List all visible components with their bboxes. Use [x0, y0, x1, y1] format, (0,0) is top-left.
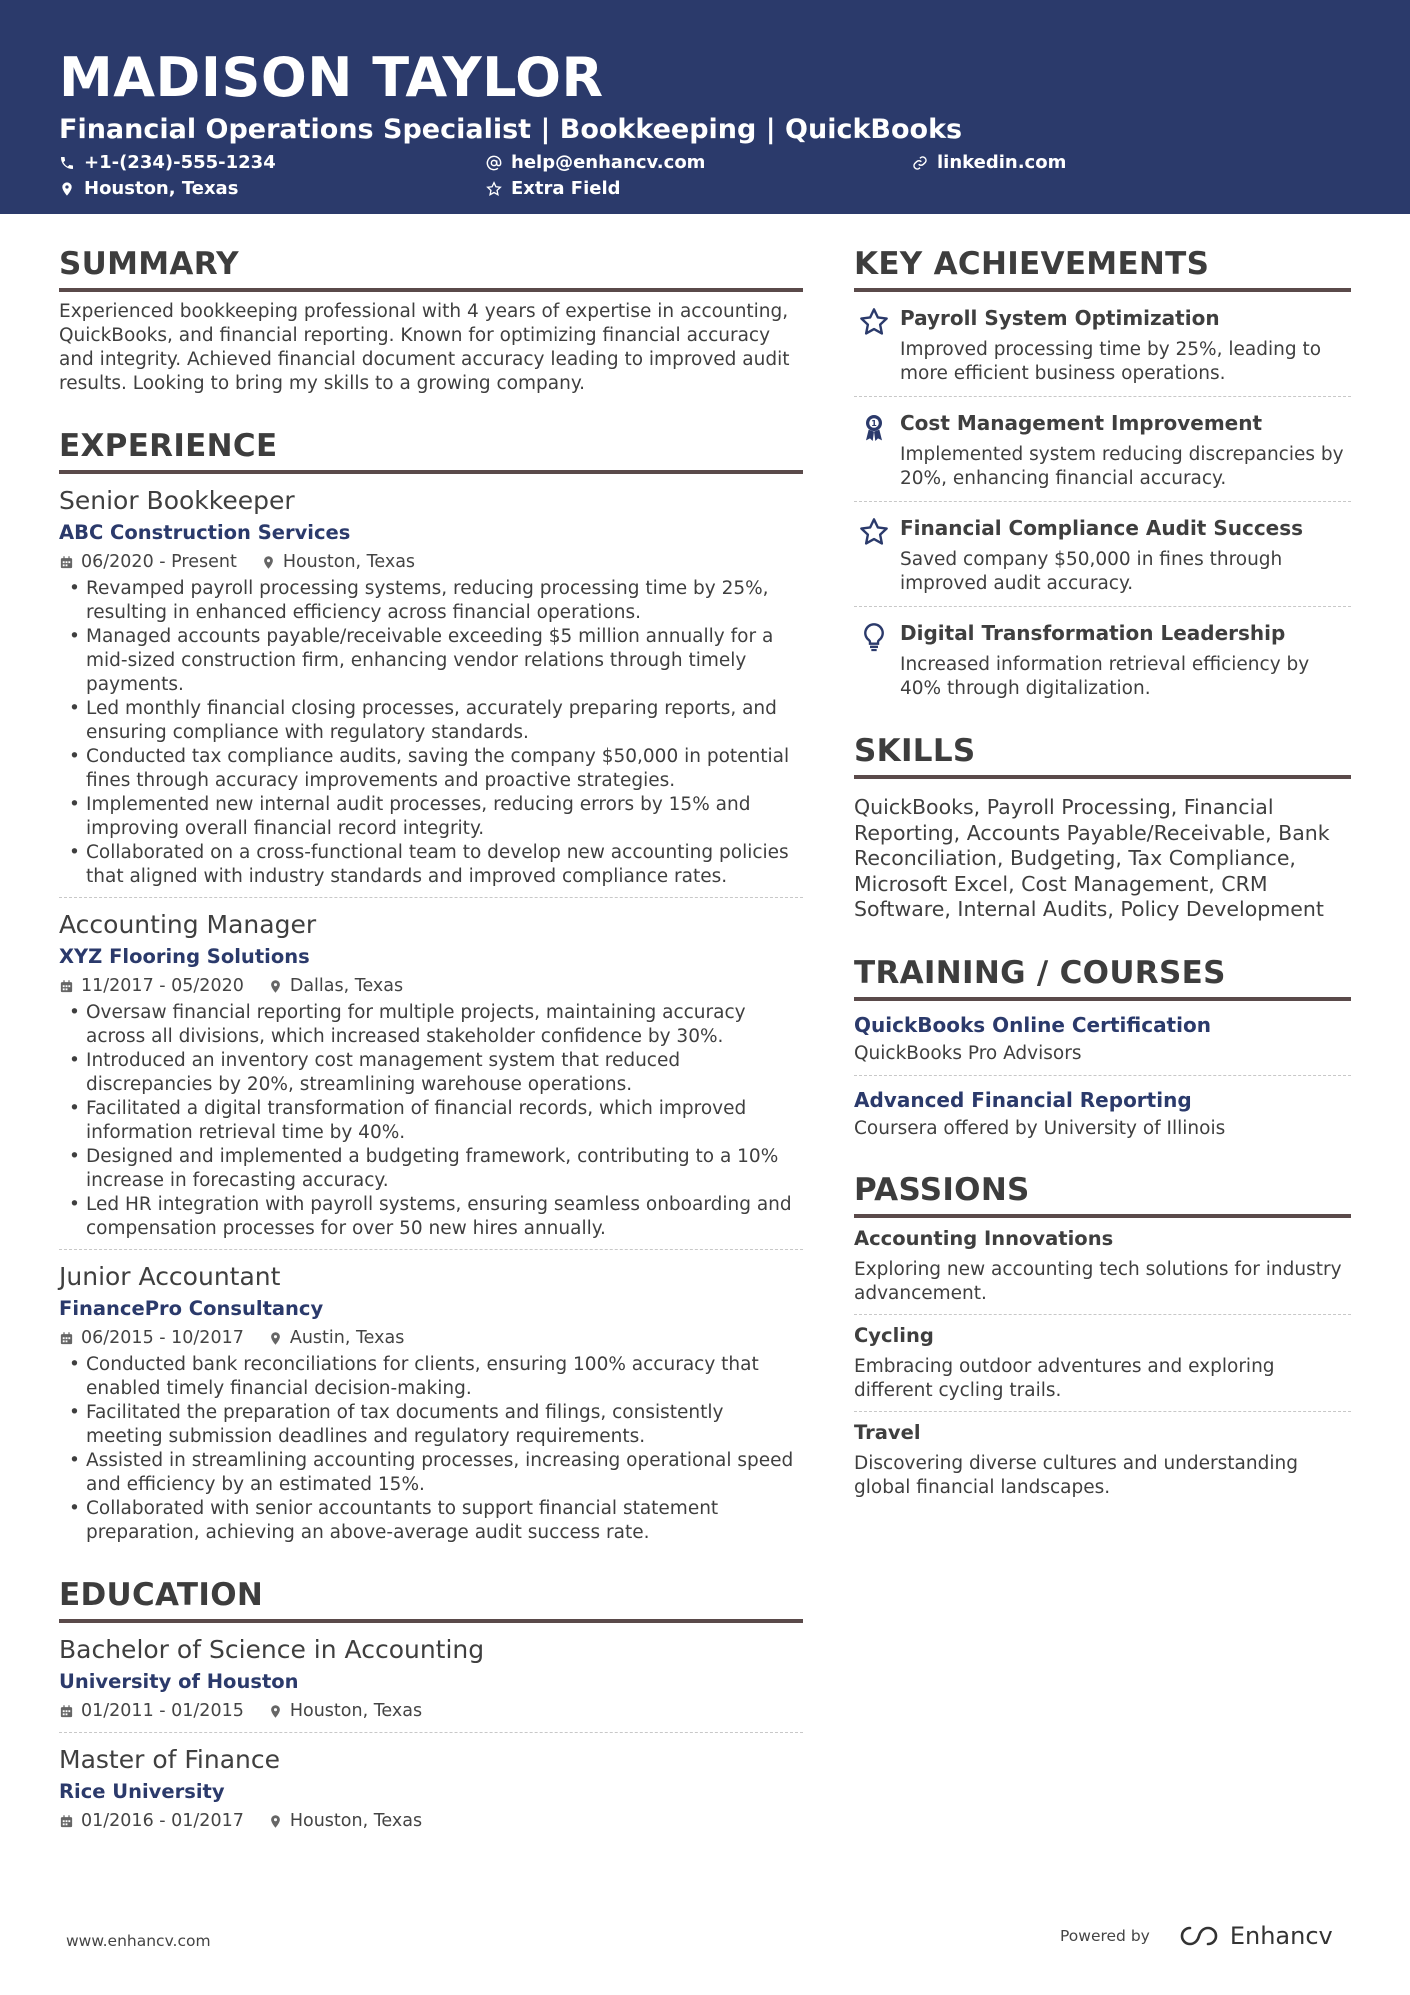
- education-location: [268, 1808, 422, 1834]
- contact-linkedin[interactable]: [912, 152, 1066, 173]
- degree: Bachelor of Science in Accounting: [59, 1635, 485, 1664]
- job-bullet: • Facilitated a digital transformation of financial records, which improved information retrieval time by 40%.: [59, 1097, 803, 1145]
- candidate-name: MADISON TAYLOR: [59, 46, 604, 109]
- education-location: [268, 1698, 422, 1724]
- job-location: [268, 1325, 405, 1351]
- enhancv-logo-icon: [1176, 1923, 1222, 1949]
- experience-entry: [59, 1250, 803, 1553]
- passions-heading: PASSIONS: [854, 1170, 1351, 1218]
- achievement-item: [854, 502, 1351, 607]
- education-entry: [59, 1623, 803, 1733]
- achievement-title: Payroll System Optimization: [900, 306, 1220, 330]
- job-role: Junior Accountant: [59, 1262, 281, 1291]
- job-bullets: [59, 1353, 803, 1545]
- footer-website[interactable]: www.enhancv.com: [66, 1932, 211, 1950]
- job-meta: [59, 549, 803, 575]
- education-dates-text: 01/2016 - 01/2017: [81, 1811, 244, 1831]
- job-meta: [59, 973, 803, 999]
- calendar-icon: [59, 1704, 74, 1719]
- award-ribbon-icon: [854, 409, 900, 491]
- education-location-text: Houston, Texas: [289, 1701, 423, 1721]
- passion-item: [854, 1218, 1351, 1315]
- job-bullets: [59, 577, 803, 889]
- left-column: [59, 244, 803, 1862]
- job-dates-text: 11/2017 - 05/2020: [81, 976, 244, 996]
- job-dates: [59, 973, 244, 999]
- school: University of Houston: [59, 1670, 299, 1693]
- course-title: QuickBooks Online Certification: [854, 1012, 1211, 1037]
- achievement-title: Financial Compliance Audit Success: [900, 516, 1304, 540]
- education-location-text: Houston, Texas: [289, 1811, 423, 1831]
- job-meta: [59, 1325, 803, 1351]
- achievement-item: [854, 607, 1351, 711]
- job-bullet: • Revamped payroll processing systems, reducing processing time by 25%, resulting in enhanced efficiency across financial operations.: [59, 577, 803, 625]
- skills-text: QuickBooks, Payroll Processing, Financial Reporting, Accounts Payable/Receivable, Bank Reconciliation, Budgeting, Tax Compliance, Microsoft Excel, Cost Management, CRM Software, Internal Audits, Policy Development: [854, 795, 1330, 921]
- at-sign-icon: [486, 155, 502, 171]
- job-dates-text: 06/2020 - Present: [81, 552, 237, 572]
- achievement-desc: Implemented system reducing discrepancies by 20%, enhancing financial accuracy.: [900, 444, 1344, 489]
- education-meta: [59, 1808, 803, 1834]
- calendar-icon: [59, 1814, 74, 1829]
- calendar-icon: [59, 555, 74, 570]
- job-bullet: • Assisted in streamlining accounting processes, increasing operational speed and efficiency by an estimated 15%.: [59, 1449, 803, 1497]
- job-bullet: • Collaborated with senior accountants to support financial statement preparation, achieving an above-average audit success rate.: [59, 1497, 803, 1545]
- contact-extra: [486, 178, 621, 199]
- achievement-desc: Improved processing time by 25%, leading to more efficient business operations.: [900, 339, 1322, 384]
- svg-text:1: 1: [871, 419, 877, 429]
- passion-title: Cycling: [854, 1323, 934, 1347]
- education-dates: [59, 1698, 244, 1724]
- linkedin-text: linkedin.com: [937, 152, 1067, 173]
- job-bullet: • Led monthly financial closing processes, accurately preparing reports, and ensuring compliance with regulatory standards.: [59, 697, 803, 745]
- job-location: [268, 973, 403, 999]
- achievement-title: Cost Management Improvement: [900, 411, 1263, 435]
- location-pin-icon: [268, 1331, 283, 1346]
- experience-entry: [59, 474, 803, 898]
- education-dates-text: 01/2011 - 01/2015: [81, 1701, 244, 1721]
- candidate-title: Financial Operations Specialist | Bookkeeping | QuickBooks: [59, 114, 963, 145]
- star-icon: [854, 514, 900, 596]
- job-bullets: [59, 1001, 803, 1241]
- achievements-heading: KEY ACHIEVEMENTS: [854, 244, 1351, 292]
- job-company: ABC Construction Services: [59, 521, 351, 544]
- location-pin-icon: [268, 979, 283, 994]
- email-text: help@enhancv.com: [511, 152, 706, 173]
- job-role: Senior Bookkeeper: [59, 486, 295, 515]
- course-item: [854, 1076, 1351, 1150]
- contact-info: [59, 152, 1351, 212]
- extra-field-text: Extra Field: [511, 178, 621, 199]
- location-pin-icon: [59, 181, 75, 197]
- training-section: [854, 953, 1351, 1150]
- calendar-icon: [59, 1331, 74, 1346]
- job-bullet: • Conducted bank reconciliations for clients, ensuring 100% accuracy that enabled timely financial decision-making.: [59, 1353, 803, 1401]
- passion-desc: Exploring new accounting tech solutions for industry advancement.: [854, 1258, 1342, 1304]
- location-pin-icon: [268, 1704, 283, 1719]
- job-dates: [59, 1325, 244, 1351]
- enhancv-logo: [1176, 1922, 1333, 1950]
- passion-title: Accounting Innovations: [854, 1226, 1114, 1250]
- achievement-desc: Increased information retrieval efficiency by 40% through digitalization.: [900, 654, 1310, 699]
- job-location: [261, 549, 415, 575]
- experience-section: [59, 426, 803, 1553]
- job-dates: [59, 549, 237, 575]
- passions-section: [854, 1170, 1351, 1508]
- job-location-text: Houston, Texas: [282, 552, 416, 572]
- course-title: Advanced Financial Reporting: [854, 1087, 1192, 1112]
- education-meta: [59, 1698, 803, 1724]
- summary-text: Experienced bookkeeping professional with 4 years of expertise in accounting, QuickBooks, and financial reporting. Known for optimizing financial accuracy and integrity. Achieved financial document accuracy leading to improved audit results. Looking to bring my skills to a growing company.: [59, 301, 790, 394]
- passion-desc: Embracing outdoor adventures and exploring different cycling trails.: [854, 1355, 1275, 1401]
- summary-heading: SUMMARY: [59, 244, 803, 292]
- location-pin-icon: [261, 555, 276, 570]
- lightbulb-icon: [854, 619, 900, 701]
- course-provider: QuickBooks Pro Advisors: [854, 1042, 1082, 1064]
- experience-entry: [59, 898, 803, 1250]
- job-bullet: • Designed and implemented a budgeting framework, contributing to a 10% increase in forecasting accuracy.: [59, 1145, 803, 1193]
- achievement-item: [854, 292, 1351, 397]
- job-bullet: • Oversaw financial reporting for multiple projects, maintaining accuracy across all divisions, which increased stakeholder confidence by 30%.: [59, 1001, 803, 1049]
- education-dates: [59, 1808, 244, 1834]
- education-section: [59, 1575, 803, 1842]
- course-item: [854, 1001, 1351, 1076]
- summary-section: [59, 244, 803, 396]
- experience-heading: EXPERIENCE: [59, 426, 803, 474]
- star-icon: [854, 304, 900, 386]
- course-provider: Coursera offered by University of Illinois: [854, 1117, 1226, 1139]
- footer-branding[interactable]: [1060, 1922, 1333, 1950]
- achievement-desc: Saved company $50,000 in fines through improved audit accuracy.: [900, 549, 1283, 594]
- contact-location: [59, 178, 238, 199]
- link-icon: [912, 155, 928, 171]
- skills-heading: SKILLS: [854, 731, 1351, 779]
- achievement-item: [854, 397, 1351, 502]
- job-location-text: Dallas, Texas: [289, 976, 404, 996]
- job-bullet: • Introduced an inventory cost management system that reduced discrepancies by 20%, streamlining warehouse operations.: [59, 1049, 803, 1097]
- passion-desc: Discovering diverse cultures and understanding global financial landscapes.: [854, 1452, 1298, 1498]
- passion-item: [854, 1315, 1351, 1412]
- achievements-section: [854, 244, 1351, 711]
- degree: Master of Finance: [59, 1745, 281, 1774]
- job-bullet: • Managed accounts payable/receivable exceeding $5 million annually for a mid-sized construction firm, enhancing vendor relations through timely payments.: [59, 625, 803, 697]
- star-icon: [486, 181, 502, 197]
- school: Rice University: [59, 1780, 225, 1803]
- job-bullet: • Implemented new internal audit processes, reducing errors by 15% and improving overall financial record integrity.: [59, 793, 803, 841]
- job-bullet: • Facilitated the preparation of tax documents and filings, consistently meeting submission deadlines and regulatory requirements.: [59, 1401, 803, 1449]
- education-heading: EDUCATION: [59, 1575, 803, 1623]
- contact-phone[interactable]: [59, 152, 276, 173]
- education-entry: [59, 1733, 803, 1842]
- resume-header: [0, 0, 1410, 214]
- passion-item: [854, 1412, 1351, 1508]
- job-location-text: Austin, Texas: [289, 1328, 405, 1348]
- job-company: XYZ Flooring Solutions: [59, 945, 310, 968]
- job-bullet: • Conducted tax compliance audits, saving the company $50,000 in potential fines through accuracy improvements and proactive strategies.: [59, 745, 803, 793]
- job-role: Accounting Manager: [59, 910, 317, 939]
- phone-text: +1-(234)-555-1234: [84, 152, 276, 173]
- contact-email[interactable]: [486, 152, 705, 173]
- location-pin-icon: [268, 1814, 283, 1829]
- powered-by-text: Powered by: [1060, 1927, 1150, 1945]
- training-heading: TRAINING / COURSES: [854, 953, 1351, 1001]
- achievement-title: Digital Transformation Leadership: [900, 621, 1286, 645]
- job-bullet: • Led HR integration with payroll systems, ensuring seamless onboarding and compensation processes for over 50 new hires annually.: [59, 1193, 803, 1241]
- passion-title: Travel: [854, 1420, 921, 1444]
- skills-section: [854, 731, 1351, 923]
- job-company: FinancePro Consultancy: [59, 1297, 324, 1320]
- job-dates-text: 06/2015 - 10/2017: [81, 1328, 244, 1348]
- brand-name: Enhancv: [1229, 1922, 1333, 1950]
- job-bullet: • Collaborated on a cross-functional team to develop new accounting policies that aligned with industry standards and improved compliance rates.: [59, 841, 803, 889]
- right-column: [854, 244, 1351, 1528]
- phone-icon: [59, 155, 75, 171]
- location-text: Houston, Texas: [84, 178, 239, 199]
- calendar-icon: [59, 979, 74, 994]
